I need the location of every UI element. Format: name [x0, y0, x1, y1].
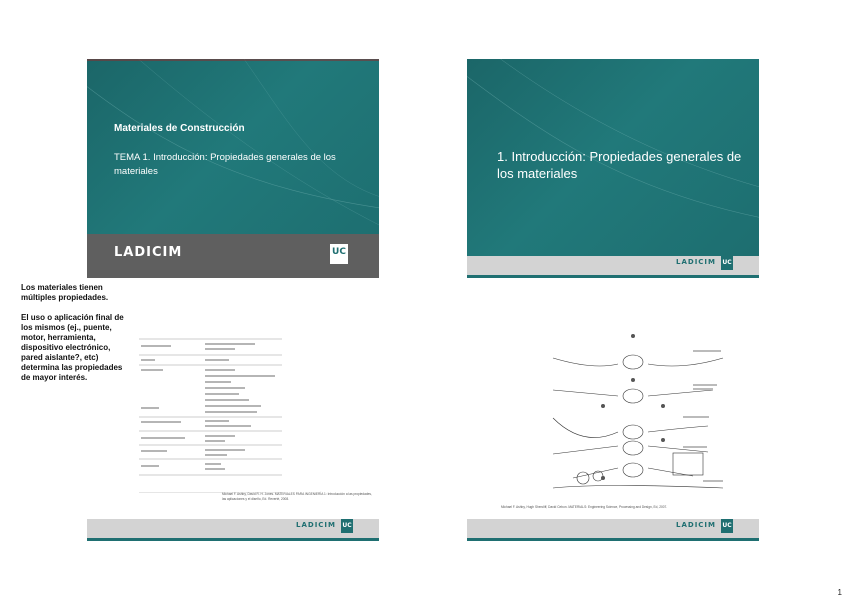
- uc-logo-text: UC: [722, 259, 732, 266]
- slide-1-top-line: [87, 59, 379, 61]
- slide-3-paragraph-2: El uso o aplicación final de los mismos (ej., puente, motor, herramienta, dispositivo electrónico, pared aislante?, etc) determina las propiedades de mayor interés.: [21, 313, 124, 382]
- slide-3-footer-stripe: [87, 538, 379, 541]
- ladicim-logo: LADICIM: [114, 245, 183, 260]
- uc-logo: [721, 256, 733, 270]
- slide-3-text: [21, 283, 129, 393]
- slide-2: [467, 59, 759, 278]
- slide-2-title: 1. Introducción: Propiedades generales de los materiales: [497, 149, 742, 181]
- page-number: 1: [837, 588, 842, 597]
- uc-logo-text: UC: [722, 522, 732, 529]
- slide-1: [87, 59, 379, 278]
- slide-3-paragraph-1: Los materiales tienen múltiples propiedades.: [21, 283, 109, 302]
- slide-1-title: Materiales de Construcción: [114, 123, 245, 134]
- uc-logo: [330, 244, 348, 264]
- ladicim-logo: LADICIM: [296, 521, 337, 529]
- uc-logo-text: UC: [342, 522, 352, 529]
- slide-3-citation: Michael F. Ashby, David R. H. Jones. MATERIALES PARA INGENIERÍA 1: Introducción a las propiedades, las aplicaciones y el diseño, Ed. Reverté, 2008.: [222, 492, 372, 501]
- uc-logo: [721, 519, 733, 533]
- slide-1-subtitle: TEMA 1. Introducción: Propiedades generales de los materiales: [114, 152, 336, 177]
- slide-2-footer-stripe: [467, 275, 759, 278]
- uc-logo: [341, 519, 353, 533]
- slide-4-citation: Michael F. Ashby, Hugh Shercliff, David Cebon. MATERIALS: Engineering Science, Processing and Design, Ed, 2007.: [501, 505, 668, 509]
- ladicim-logo: LADICIM: [676, 521, 717, 529]
- airplane-loading-diagram: [543, 328, 733, 498]
- properties-table-lines: [139, 333, 282, 493]
- ladicim-logo: LADICIM: [676, 258, 717, 266]
- uc-logo-text: UC: [332, 247, 346, 257]
- slide-4: [467, 322, 759, 541]
- properties-table: [139, 333, 282, 498]
- slide-4-footer-stripe: [467, 538, 759, 541]
